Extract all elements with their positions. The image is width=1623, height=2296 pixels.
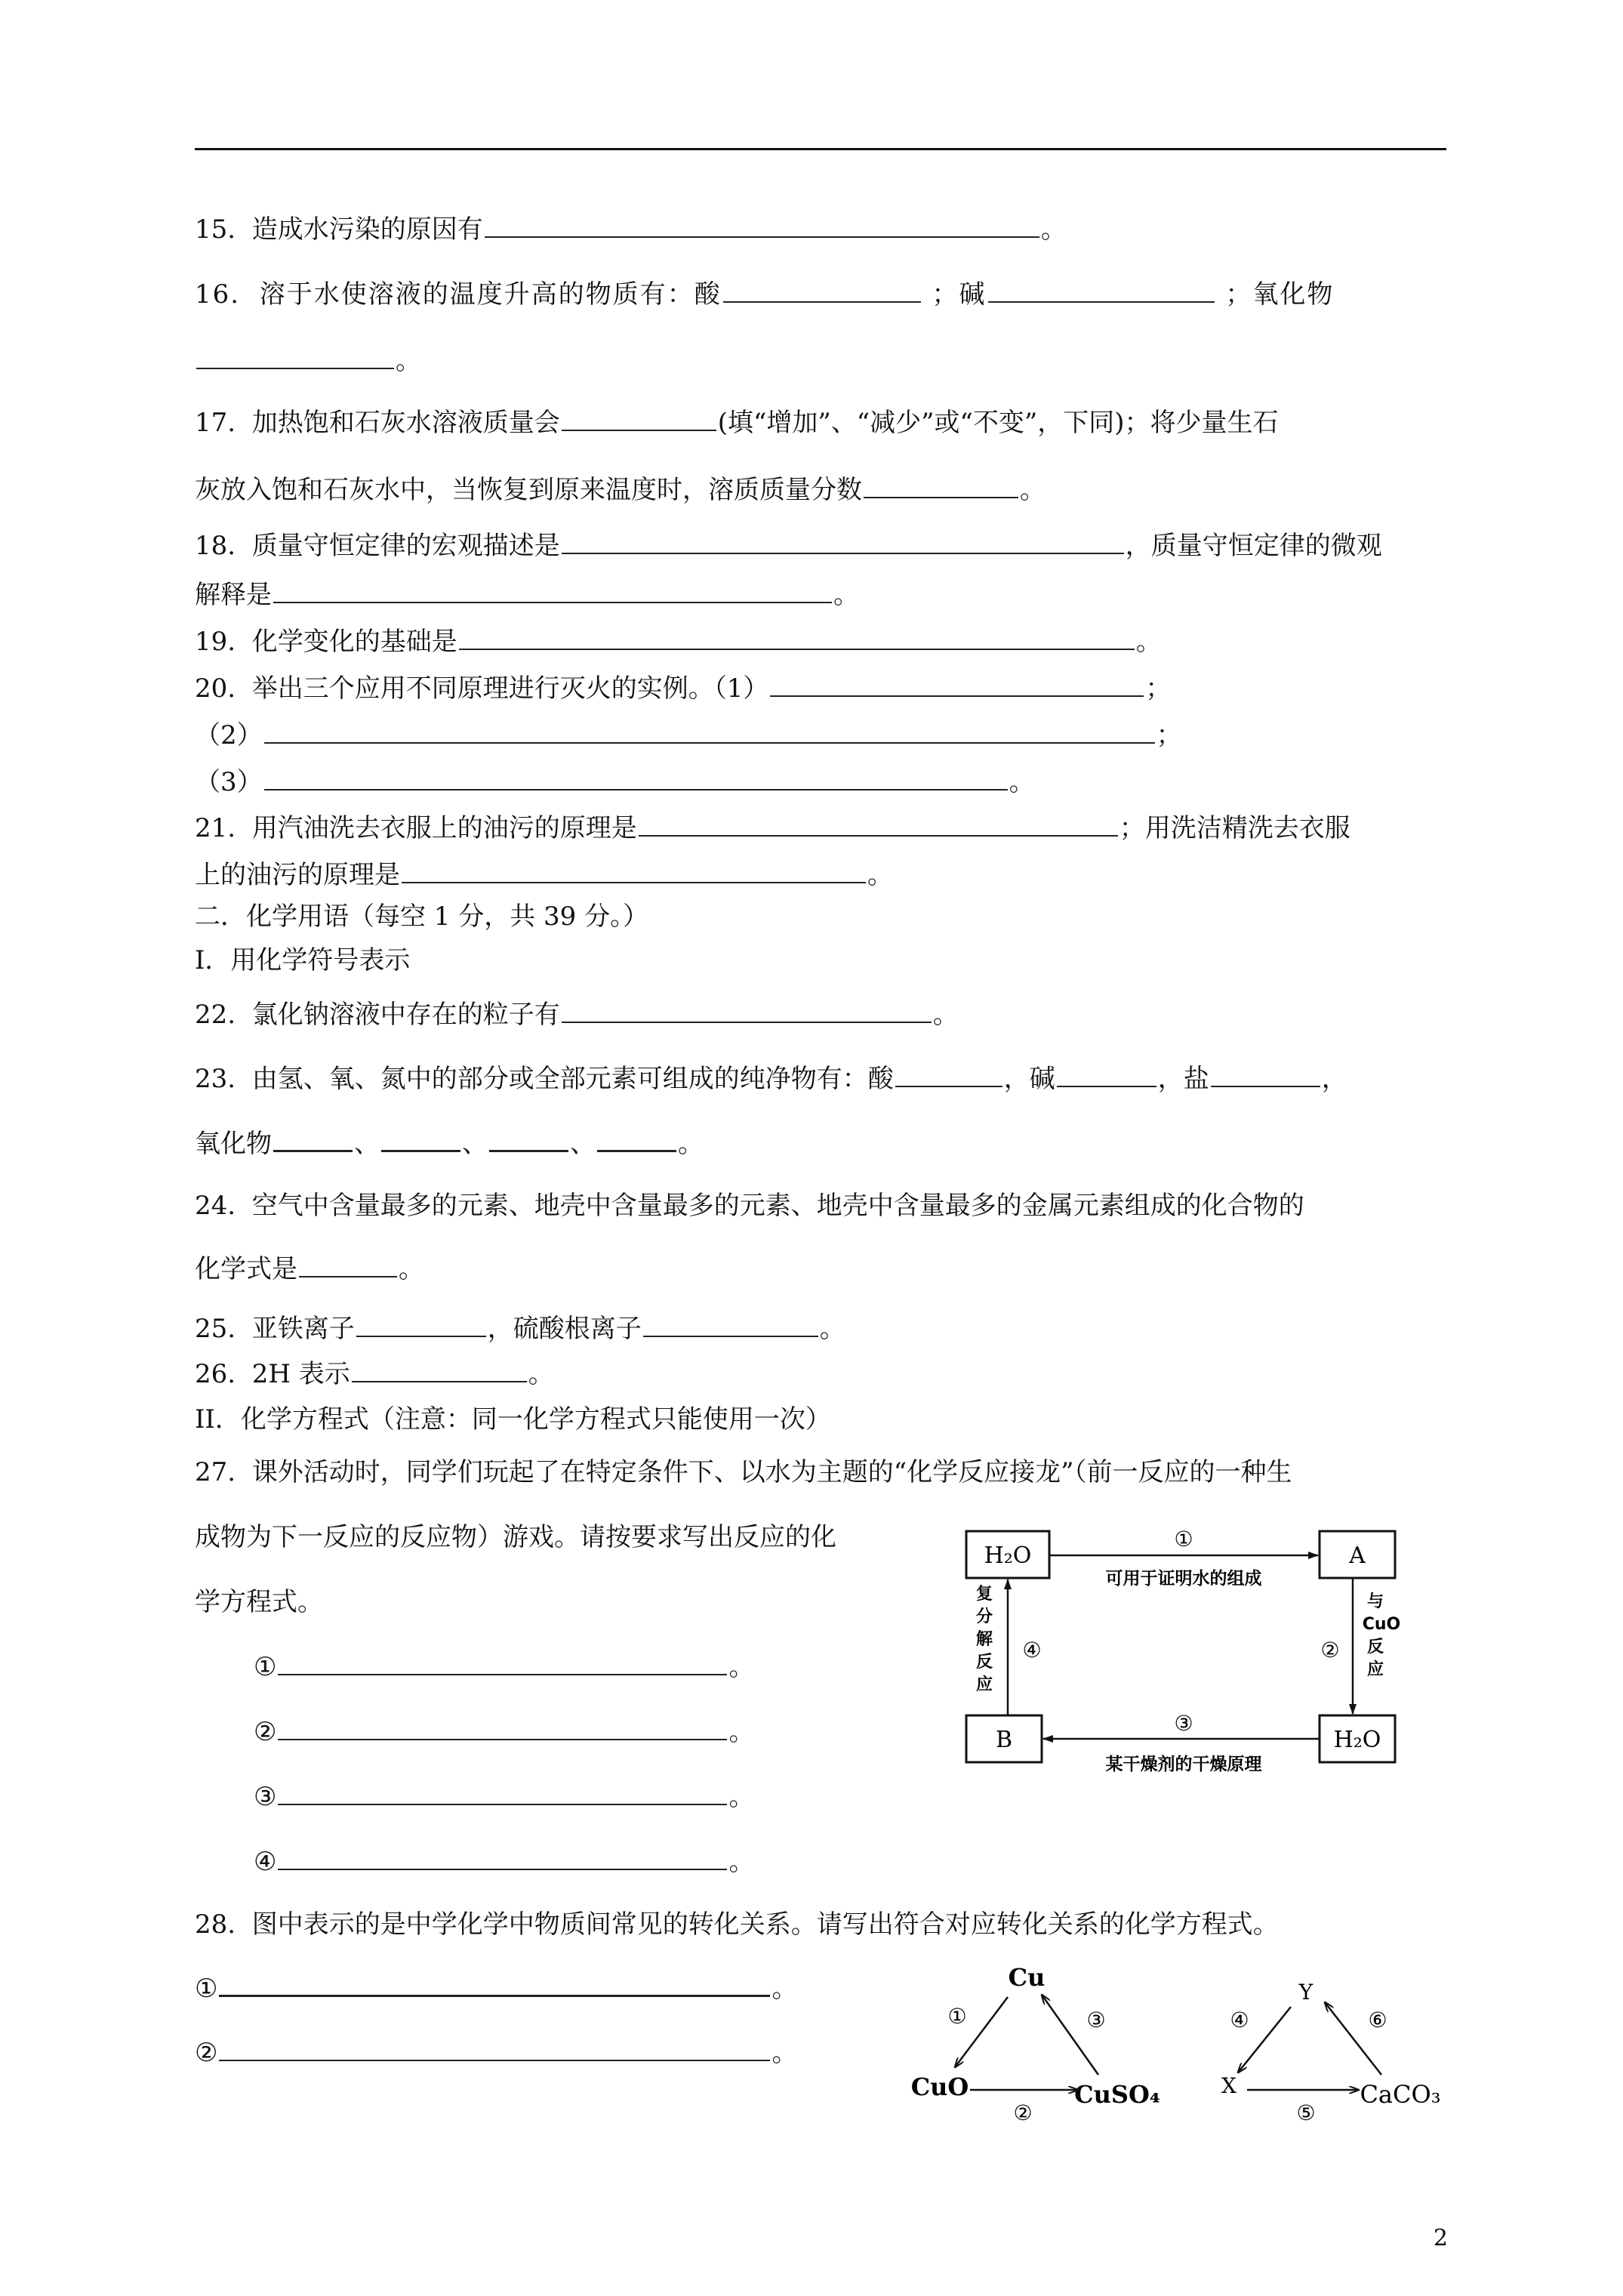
svg-text:Y: Y — [1298, 1980, 1313, 2005]
question-24: 24. 空气中含量最多的元素、地壳中含量最多的元素、地壳中含量最多的金属元素组成的化合物的 — [195, 1191, 1304, 1221]
answer-blank[interactable] — [723, 279, 921, 303]
svg-text:A: A — [1349, 1542, 1366, 1569]
question-20-part2: （2） ； — [195, 720, 1182, 750]
question-23: 23. 由氢、氧、氮中的部分或全部元素可组成的纯净物有：酸 ，碱 ，盐 ， — [195, 1064, 1347, 1094]
header-rule — [195, 148, 1446, 150]
answer-blank[interactable] — [988, 279, 1215, 303]
question-27-cont: 成物为下一反应的反应物）游戏。请按要求写出反应的化 — [195, 1522, 836, 1552]
question-17: 17. 加热饱和石灰水溶液质量会 (填“增加”、“减少”或“不变”，下同)；将少量生石 — [195, 408, 1279, 438]
svg-text:反: 反 — [1366, 1638, 1384, 1657]
question-26: 26. 2H 表示 。 — [195, 1359, 554, 1389]
question-20-part3: （3） 。 — [195, 767, 1035, 797]
svg-text:⑤: ⑤ — [1296, 2100, 1316, 2125]
answer-blank[interactable] — [597, 1127, 676, 1152]
equation-line-1: ① 。 — [254, 1652, 755, 1682]
question-25: 25. 亚铁离子 ，硫酸根离子 。 — [195, 1314, 845, 1344]
svg-text:B: B — [995, 1727, 1013, 1753]
answer-blank[interactable] — [381, 1127, 460, 1152]
page-number: 2 — [1433, 2225, 1448, 2251]
equation-line-3: ③ 。 — [254, 1782, 755, 1812]
svg-text:反: 反 — [975, 1653, 993, 1672]
answer-blank[interactable] — [352, 1358, 527, 1382]
svg-text:与: 与 — [1366, 1592, 1384, 1611]
question-21: 21. 用汽油洗去衣服上的油污的原理是 ；用洗洁精洗去衣服 — [195, 813, 1350, 843]
question-24-cont: 化学式是 。 — [195, 1254, 424, 1284]
answer-blank[interactable] — [356, 1313, 486, 1337]
svg-text:④: ④ — [1230, 2008, 1249, 2032]
answer-blank[interactable] — [278, 1651, 727, 1675]
answer-blank[interactable] — [278, 1846, 727, 1870]
svg-text:①: ① — [1174, 1527, 1193, 1552]
answer-blank[interactable] — [219, 1972, 770, 1997]
svg-text:H₂O: H₂O — [1333, 1727, 1381, 1753]
question-20: 20. 举出三个应用不同原理进行灭火的实例。（1） ； — [195, 673, 1172, 704]
svg-text:④: ④ — [1022, 1638, 1042, 1663]
svg-text:Cu: Cu — [1008, 1963, 1046, 1992]
conversion-diagrams — [898, 1955, 1457, 2129]
question-21-cont: 上的油污的原理是 。 — [195, 860, 893, 890]
svg-text:②: ② — [1320, 1638, 1340, 1663]
section-title: 二．化学用语（每空 1 分，共 39 分。） — [195, 901, 649, 932]
answer-blank[interactable] — [864, 474, 1018, 498]
subsection-title: II．化学方程式（注意：同一化学方程式只能使用一次） — [195, 1404, 831, 1435]
answer-blank[interactable] — [770, 673, 1144, 697]
answer-blank[interactable] — [273, 1127, 353, 1152]
svg-text:③: ③ — [1086, 2008, 1106, 2032]
equation-line-4: ④ 。 — [254, 1847, 755, 1877]
answer-blank[interactable] — [264, 720, 1155, 744]
svg-text:应: 应 — [975, 1675, 993, 1694]
answer-blank[interactable] — [643, 1313, 818, 1337]
answer-blank[interactable] — [278, 1716, 727, 1740]
answer-blank[interactable] — [278, 1781, 727, 1805]
answer-blank[interactable] — [562, 407, 716, 431]
question-15: 15. 造成水污染的原因有 。 — [195, 214, 1067, 245]
question-28: 28. 图中表示的是中学化学中物质间常见的转化关系。请写出符合对应转化关系的化学方程式。 — [195, 1909, 1279, 1940]
answer-blank[interactable] — [1057, 1063, 1156, 1087]
svg-text:可用于证明水的组成: 可用于证明水的组成 — [1105, 1569, 1262, 1589]
svg-text:⑥: ⑥ — [1368, 2008, 1387, 2032]
answer-blank[interactable] — [489, 1127, 568, 1152]
answer-blank[interactable] — [196, 345, 394, 369]
equation-line-28-2: ② 。 — [195, 2038, 798, 2068]
svg-text:②: ② — [1013, 2100, 1033, 2125]
svg-text:①: ① — [947, 2004, 967, 2029]
svg-text:X: X — [1221, 2073, 1236, 2098]
question-19: 19. 化学变化的基础是 。 — [195, 627, 1162, 657]
question-16: 16. 溶于水使溶液的温度升高的物质有：酸 ；碱 ；氧化物 — [195, 279, 1335, 310]
answer-blank[interactable] — [273, 579, 832, 603]
question-22: 22. 氯化钠溶液中存在的粒子有 。 — [195, 1000, 959, 1030]
answer-blank[interactable] — [264, 766, 1008, 791]
svg-text:③: ③ — [1174, 1711, 1193, 1736]
question-18-cont: 解释是 。 — [195, 580, 859, 610]
svg-text:CuO: CuO — [910, 2073, 969, 2101]
reaction-cycle-diagram — [959, 1518, 1449, 1789]
answer-blank[interactable] — [219, 2037, 770, 2061]
svg-text:分: 分 — [975, 1607, 993, 1626]
answer-blank[interactable] — [639, 812, 1118, 837]
question-27: 27. 课外活动时，同学们玩起了在特定条件下、以水为主题的“化学反应接龙”（前一反应的一种生 — [195, 1457, 1292, 1487]
svg-text:某干燥剂的干燥原理: 某干燥剂的干燥原理 — [1105, 1755, 1262, 1774]
question-17-cont: 灰放入饱和石灰水中，当恢复到原来温度时，溶质质量分数 。 — [195, 475, 1046, 505]
question-18: 18. 质量守恒定律的宏观描述是 ，质量守恒定律的微观 — [195, 531, 1382, 561]
equation-line-2: ② 。 — [254, 1717, 755, 1747]
answer-blank[interactable] — [1211, 1063, 1320, 1087]
answer-blank[interactable] — [459, 626, 1135, 650]
subsection-title: I．用化学符号表示 — [195, 945, 411, 975]
answer-blank[interactable] — [562, 530, 1124, 554]
answer-blank[interactable] — [562, 999, 932, 1023]
question-16-cont: 。 — [195, 344, 421, 378]
answer-blank[interactable] — [299, 1253, 397, 1277]
equation-line-28-1: ① 。 — [195, 1974, 798, 2004]
svg-text:H₂O: H₂O — [984, 1542, 1032, 1569]
answer-blank[interactable] — [402, 859, 866, 883]
answer-blank[interactable] — [895, 1063, 1002, 1087]
question-27-cont2: 学方程式。 — [195, 1587, 323, 1617]
svg-text:应: 应 — [1366, 1660, 1384, 1679]
svg-text:CuSO₄: CuSO₄ — [1074, 2080, 1160, 2109]
answer-blank[interactable] — [485, 214, 1039, 238]
svg-text:CuO: CuO — [1362, 1615, 1401, 1634]
question-23-cont: 氧化物 、 、 、 。 — [195, 1129, 704, 1159]
arrow-cuso4-to-cu — [1042, 1995, 1098, 2075]
svg-text:解: 解 — [975, 1630, 993, 1649]
svg-text:CaCO₃: CaCO₃ — [1360, 2080, 1441, 2109]
svg-text:复: 复 — [975, 1585, 993, 1604]
